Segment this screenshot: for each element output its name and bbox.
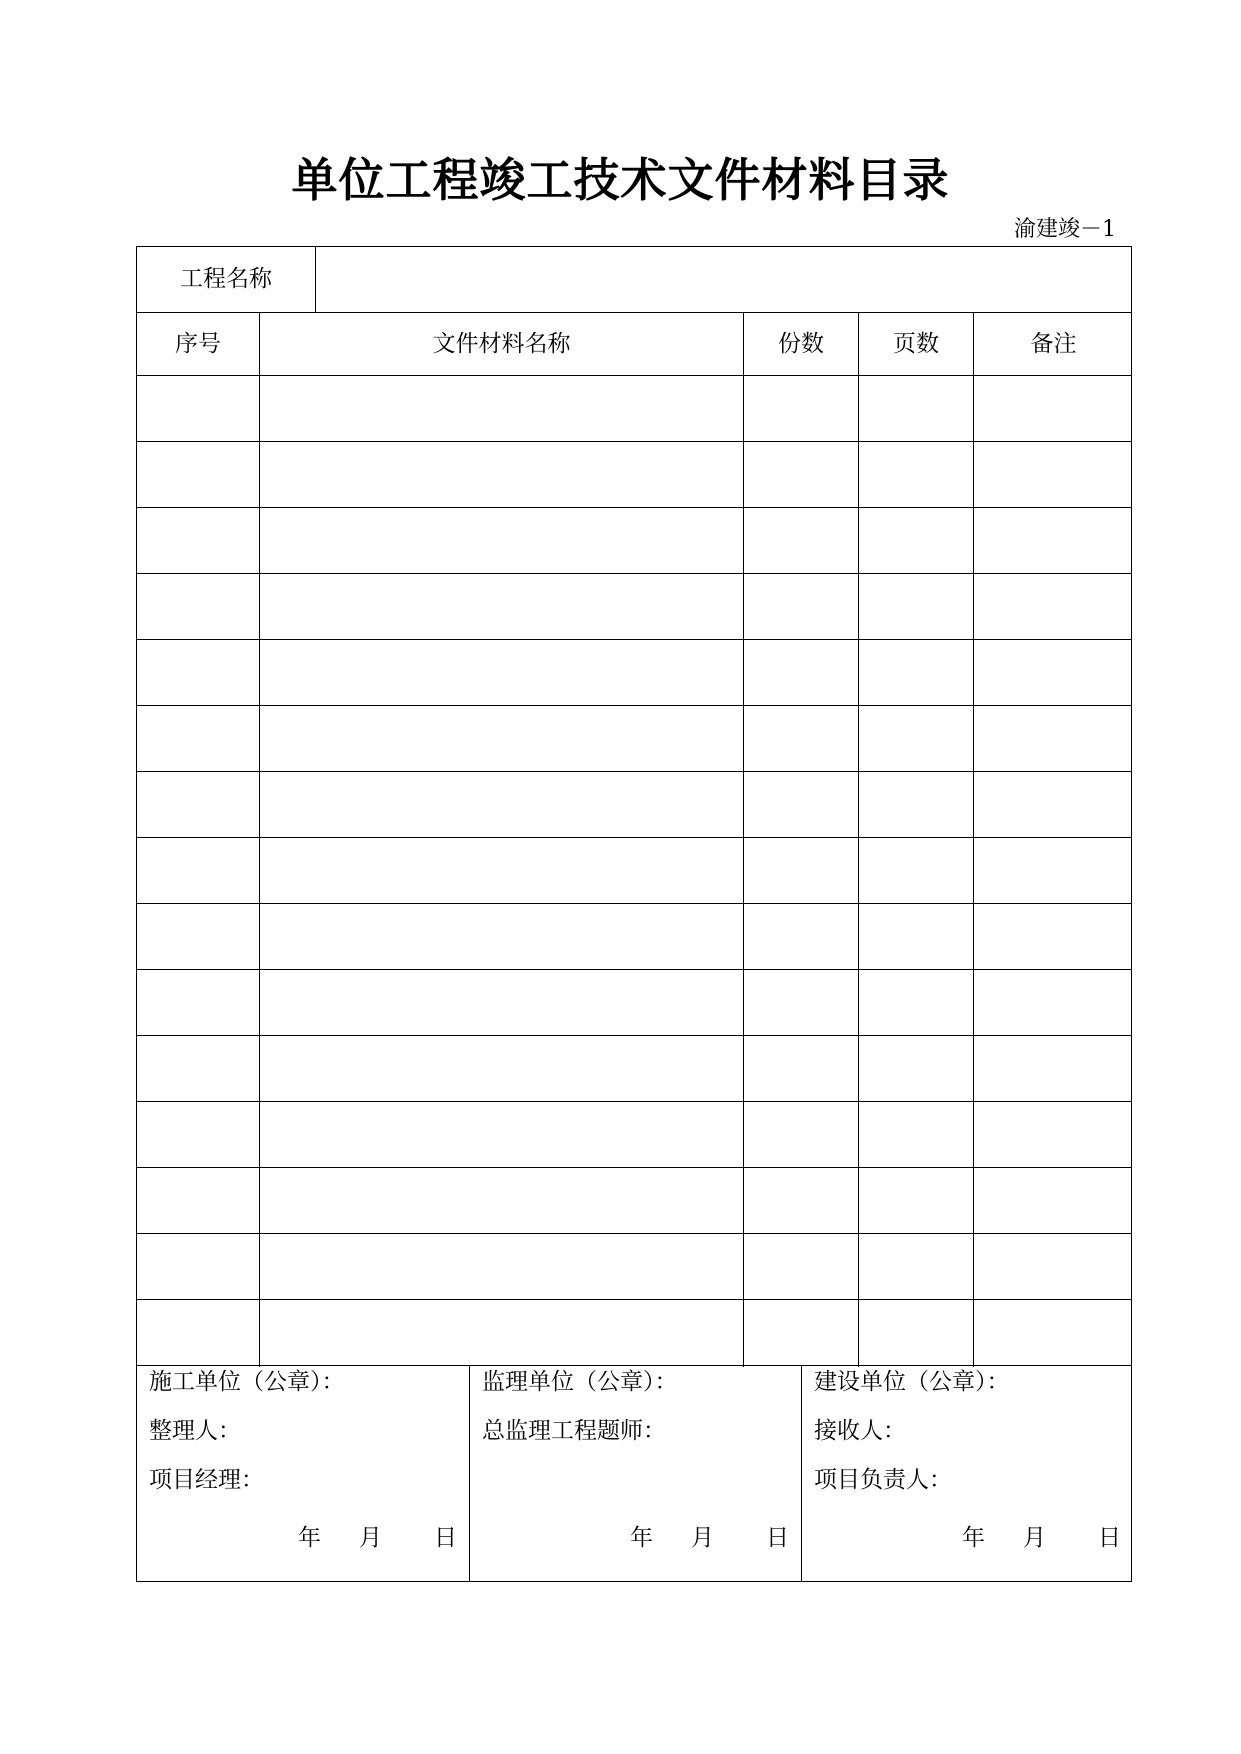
year-label: 年 bbox=[298, 1525, 321, 1551]
header-pages: 页数 bbox=[893, 331, 939, 357]
row-divider bbox=[137, 1167, 1131, 1168]
blank-line bbox=[482, 1465, 801, 1514]
day-label: 日 bbox=[434, 1525, 457, 1551]
day-label: 日 bbox=[1098, 1525, 1121, 1551]
project-manager-label: 项目经理： bbox=[149, 1467, 264, 1493]
header-copies: 份数 bbox=[778, 331, 824, 357]
supervision-unit-block bbox=[470, 1367, 801, 1581]
header-remarks: 备注 bbox=[1030, 331, 1077, 357]
year-label: 年 bbox=[962, 1525, 985, 1551]
owner-unit-block bbox=[802, 1367, 1133, 1581]
construction-unit-seal-label: 施工单位（公章）： bbox=[149, 1369, 345, 1395]
date-line bbox=[962, 1523, 1121, 1553]
chief-supervisor-label: 总监理工程题师： bbox=[482, 1418, 666, 1444]
row-divider bbox=[137, 1101, 1131, 1102]
column-divider bbox=[973, 312, 974, 1367]
row-divider bbox=[137, 441, 1131, 442]
row-divider bbox=[137, 375, 1131, 376]
row-divider bbox=[137, 969, 1131, 970]
date-line bbox=[630, 1523, 789, 1553]
project-name-label: 工程名称 bbox=[180, 266, 272, 292]
row-divider bbox=[137, 507, 1131, 508]
year-label: 年 bbox=[630, 1525, 653, 1551]
row-divider bbox=[137, 1299, 1131, 1300]
document-title: 单位工程竣工技术文件材料目录 bbox=[291, 153, 950, 207]
row-divider bbox=[137, 705, 1131, 706]
receiver-label: 接收人： bbox=[814, 1418, 906, 1444]
row-divider bbox=[137, 312, 1131, 313]
row-divider bbox=[137, 771, 1131, 772]
month-label: 月 bbox=[359, 1525, 382, 1551]
row-divider bbox=[137, 1035, 1131, 1036]
owner-unit-seal-label: 建设单位（公章）： bbox=[814, 1369, 1010, 1395]
row-divider bbox=[137, 1365, 1131, 1366]
form-code: 渝建竣－1 bbox=[1014, 217, 1116, 242]
column-divider bbox=[858, 312, 859, 1367]
row-divider bbox=[137, 639, 1131, 640]
column-divider bbox=[743, 312, 744, 1367]
catalog-form bbox=[136, 246, 1132, 1582]
row-divider bbox=[137, 573, 1131, 574]
day-label: 日 bbox=[766, 1525, 789, 1551]
compiler-label: 整理人： bbox=[149, 1418, 241, 1444]
month-label: 月 bbox=[1023, 1525, 1046, 1551]
project-leader-label: 项目负责人： bbox=[814, 1467, 952, 1493]
row-divider bbox=[137, 903, 1131, 904]
row-divider bbox=[137, 1233, 1131, 1234]
header-seq-no: 序号 bbox=[175, 331, 221, 357]
month-label: 月 bbox=[691, 1525, 714, 1551]
header-document-name: 文件材料名称 bbox=[432, 331, 571, 357]
row-divider bbox=[137, 837, 1131, 838]
construction-unit-block bbox=[137, 1367, 469, 1581]
supervision-unit-seal-label: 监理单位（公章）： bbox=[482, 1369, 678, 1395]
column-divider bbox=[259, 312, 260, 1367]
date-line bbox=[298, 1523, 457, 1553]
project-name-divider bbox=[315, 247, 316, 312]
